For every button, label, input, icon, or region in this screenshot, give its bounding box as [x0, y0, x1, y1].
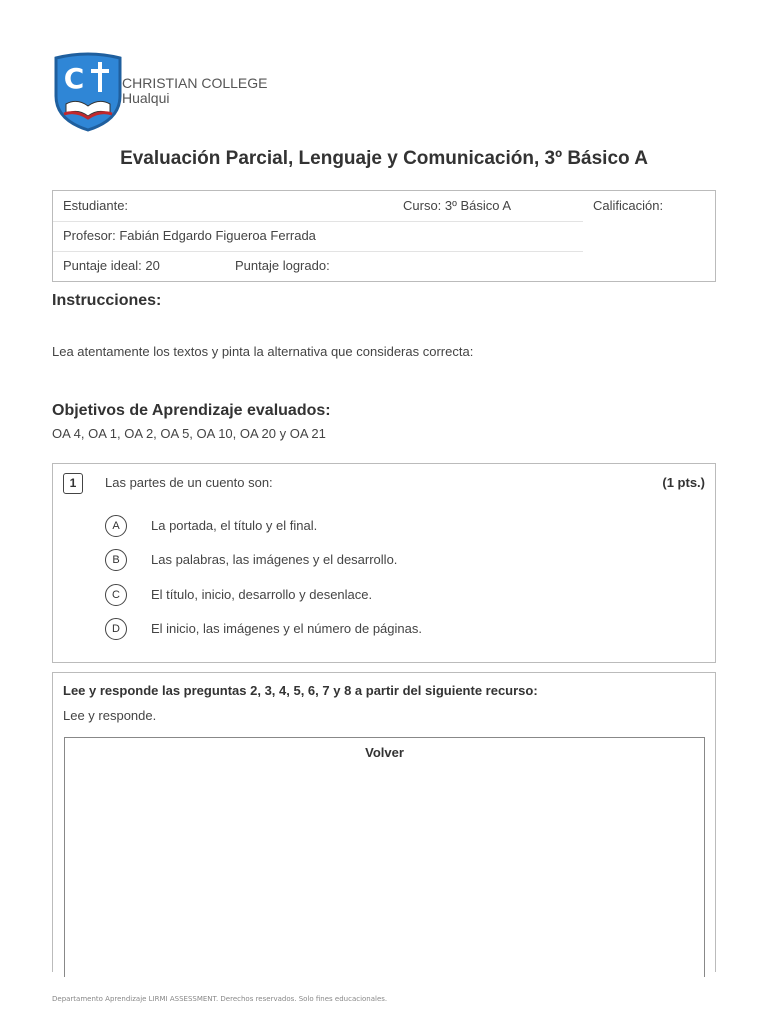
ideal-score-label: Puntaje ideal: 20	[63, 258, 160, 273]
resource-inner-title: Volver	[365, 745, 404, 760]
option-c-bubble[interactable]: C	[105, 584, 127, 606]
resource-content-frame	[64, 737, 705, 977]
option-b[interactable]	[105, 549, 665, 573]
option-c[interactable]	[105, 584, 665, 608]
info-row-score	[53, 251, 583, 281]
option-b-text: Las palabras, las imágenes y el desarrollo.	[151, 552, 398, 567]
question-number: 1	[63, 473, 83, 494]
page-title: Evaluación Parcial, Lenguaje y Comunicación, 3º Básico A	[120, 148, 648, 169]
option-c-text: El título, inicio, desarrollo y desenlace.	[151, 587, 373, 602]
instructions-text: Lea atentamente los textos y pinta la alternativa que consideras correcta:	[52, 344, 474, 359]
info-row-teacher	[53, 221, 583, 252]
info-row-student	[53, 191, 583, 222]
resource-heading: Lee y responde las preguntas 2, 3, 4, 5, 6, 7 y 8 a partir del siguiente recurso:	[63, 683, 538, 698]
school-header	[52, 52, 352, 132]
school-shield-logo	[52, 52, 124, 132]
logo-initial: C	[63, 62, 85, 95]
objectives-heading: Objetivos de Aprendizaje evaluados:	[52, 402, 331, 419]
course-label: Curso: 3º Básico A	[403, 198, 512, 213]
grade-label: Calificación:	[593, 198, 664, 213]
option-d[interactable]	[105, 618, 665, 642]
resource-card	[52, 672, 716, 972]
option-a[interactable]	[105, 515, 665, 539]
question-points: (1 pts.)	[662, 475, 705, 490]
resource-subtext: Lee y responde.	[63, 708, 157, 723]
student-label: Estudiante:	[63, 198, 129, 213]
question-1-card	[52, 463, 716, 663]
school-name: CHRISTIAN COLLEGE	[122, 75, 268, 91]
instructions-heading: Instrucciones:	[52, 292, 162, 309]
option-d-text: El inicio, las imágenes y el número de páginas.	[151, 621, 422, 636]
option-d-bubble[interactable]: D	[105, 618, 127, 640]
achieved-score-label: Puntaje logrado:	[235, 258, 330, 273]
teacher-label: Profesor: Fabián Edgardo Figueroa Ferrada	[63, 228, 316, 243]
option-a-text: La portada, el título y el final.	[151, 518, 318, 533]
student-info-table	[52, 190, 716, 282]
option-b-bubble[interactable]: B	[105, 549, 127, 571]
option-a-bubble[interactable]: A	[105, 515, 127, 537]
school-info	[122, 76, 267, 106]
question-text: Las partes de un cuento son:	[105, 475, 273, 490]
objectives-text: OA 4, OA 1, OA 2, OA 5, OA 10, OA 20 y OA 21	[52, 426, 326, 441]
school-location: Hualqui	[122, 90, 170, 106]
page-footer: Departamento Aprendizaje LIRMI ASSESSMENT. Derechos reservados. Solo fines educacionales.	[52, 995, 388, 1003]
